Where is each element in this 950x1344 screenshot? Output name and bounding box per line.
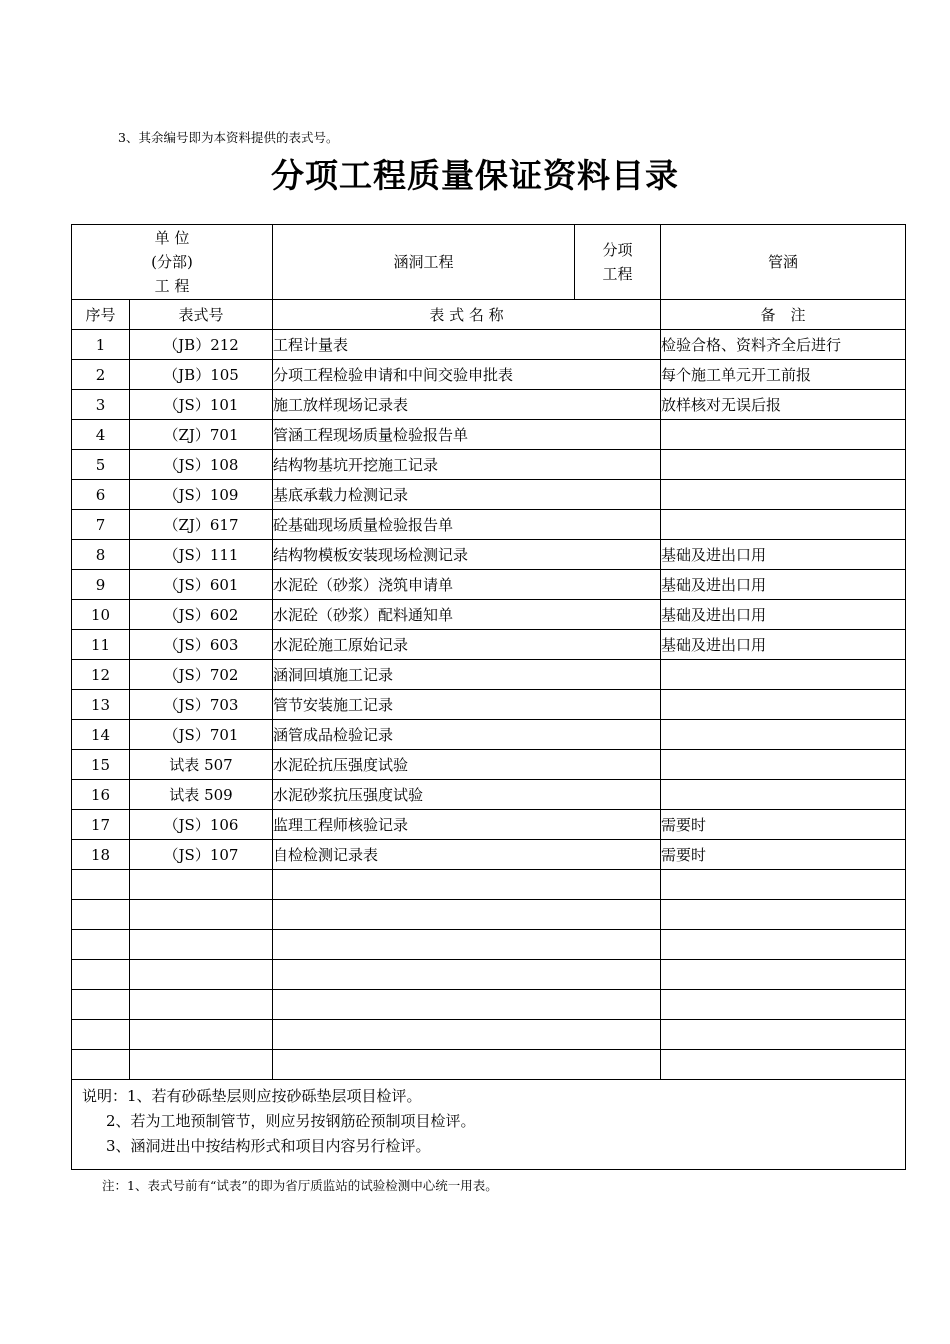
- table-row: [72, 810, 906, 840]
- top-note: 3、其余编号即为本资料提供的表式号。: [118, 130, 339, 145]
- row-name-cell: 监理工程师核验记录: [273, 810, 661, 840]
- table-row: [72, 330, 906, 360]
- table-row: [72, 390, 906, 420]
- empty-no-cell: [72, 1020, 130, 1050]
- row-no-cell: 1: [72, 330, 130, 360]
- table-row: [72, 510, 906, 540]
- row-no-cell: 12: [72, 660, 130, 690]
- row-no-cell: 8: [72, 540, 130, 570]
- table-row: [72, 480, 906, 510]
- row-no-cell: 17: [72, 810, 130, 840]
- sub-label-line2: 工程: [602, 265, 633, 283]
- row-code-cell: （JS）702: [130, 660, 273, 690]
- empty-code-cell: [130, 870, 273, 900]
- row-no-cell: 4: [72, 420, 130, 450]
- notes-cell: [72, 1080, 906, 1170]
- row-code-cell: （JS）109: [130, 480, 273, 510]
- row-no-cell: 5: [72, 450, 130, 480]
- empty-remark-cell: [661, 1020, 906, 1050]
- catalog-table-body: [72, 225, 906, 1170]
- table-row: [72, 570, 906, 600]
- table-row: [72, 780, 906, 810]
- row-code-cell: 试表 507: [130, 750, 273, 780]
- empty-row: [72, 1020, 906, 1050]
- note-line-1: 说明：1、若有砂砾垫层则应按砂砾垫层项目检评。: [82, 1087, 422, 1105]
- row-name-cell: 管节安装施工记录: [273, 690, 661, 720]
- row-name-cell: 基底承载力检测记录: [273, 480, 661, 510]
- row-name-cell: 施工放样现场记录表: [273, 390, 661, 420]
- page-title: 分项工程质量保证资料目录: [271, 156, 679, 195]
- row-code-cell: （JS）106: [130, 810, 273, 840]
- sub-label-cell: [575, 225, 661, 300]
- row-code-cell: （JS）602: [130, 600, 273, 630]
- row-remark-cell: [661, 750, 906, 780]
- sub-value-cell: 管涵: [661, 225, 906, 300]
- empty-remark-cell: [661, 960, 906, 990]
- row-remark-cell: 基础及进出口用: [661, 540, 906, 570]
- row-remark-cell: 每个施工单元开工前报: [661, 360, 906, 390]
- empty-remark-cell: [661, 990, 906, 1020]
- column-header-row: [72, 300, 906, 330]
- empty-no-cell: [72, 930, 130, 960]
- row-code-cell: （JS）703: [130, 690, 273, 720]
- row-code-cell: （ZJ）701: [130, 420, 273, 450]
- empty-name-cell: [273, 1050, 661, 1080]
- foot-note: 注：1、表式号前有“试表”的即为省厅质监站的试验检测中心统一用表。: [102, 1178, 498, 1193]
- unit-label-line3: 工 程: [154, 277, 190, 295]
- row-name-cell: 水泥砼（砂浆）浇筑申请单: [273, 570, 661, 600]
- row-name-cell: 结构物基坑开挖施工记录: [273, 450, 661, 480]
- row-no-cell: 16: [72, 780, 130, 810]
- empty-name-cell: [273, 900, 661, 930]
- row-no-cell: 9: [72, 570, 130, 600]
- row-name-cell: 水泥砂浆抗压强度试验: [273, 780, 661, 810]
- row-no-cell: 13: [72, 690, 130, 720]
- row-name-cell: 结构物模板安装现场检测记录: [273, 540, 661, 570]
- empty-row: [72, 930, 906, 960]
- empty-code-cell: [130, 990, 273, 1020]
- row-code-cell: （JS）603: [130, 630, 273, 660]
- row-remark-cell: [661, 510, 906, 540]
- row-remark-cell: 检验合格、资料齐全后进行: [661, 330, 906, 360]
- notes-row: [72, 1080, 906, 1170]
- col-header-no: 序号: [72, 300, 130, 330]
- row-remark-cell: 基础及进出口用: [661, 630, 906, 660]
- table-row: [72, 720, 906, 750]
- row-name-cell: 水泥砼施工原始记录: [273, 630, 661, 660]
- col-header-remark: 备 注: [661, 300, 906, 330]
- catalog-table: [71, 224, 906, 1170]
- row-no-cell: 3: [72, 390, 130, 420]
- unit-label-line1: 单 位: [154, 229, 190, 247]
- table-row: [72, 540, 906, 570]
- row-no-cell: 6: [72, 480, 130, 510]
- empty-no-cell: [72, 1050, 130, 1080]
- note-line-3: 3、涵洞进出中按结构形式和项目内容另行检评。: [106, 1137, 431, 1155]
- row-remark-cell: [661, 780, 906, 810]
- row-remark-cell: 基础及进出口用: [661, 600, 906, 630]
- empty-remark-cell: [661, 870, 906, 900]
- row-code-cell: （JB）212: [130, 330, 273, 360]
- empty-remark-cell: [661, 930, 906, 960]
- row-code-cell: （ZJ）617: [130, 510, 273, 540]
- table-row: [72, 600, 906, 630]
- col-header-code: 表式号: [130, 300, 273, 330]
- row-remark-cell: [661, 420, 906, 450]
- unit-value-cell: 涵洞工程: [273, 225, 575, 300]
- row-code-cell: （JB）105: [130, 360, 273, 390]
- row-code-cell: 试表 509: [130, 780, 273, 810]
- unit-label-line2: (分部): [151, 253, 193, 271]
- table-row: [72, 660, 906, 690]
- empty-no-cell: [72, 900, 130, 930]
- table-row: [72, 450, 906, 480]
- empty-code-cell: [130, 900, 273, 930]
- row-remark-cell: 需要时: [661, 810, 906, 840]
- row-remark-cell: [661, 450, 906, 480]
- row-name-cell: 砼基础现场质量检验报告单: [273, 510, 661, 540]
- empty-name-cell: [273, 960, 661, 990]
- empty-name-cell: [273, 930, 661, 960]
- row-code-cell: （JS）108: [130, 450, 273, 480]
- row-no-cell: 7: [72, 510, 130, 540]
- row-name-cell: 水泥砼抗压强度试验: [273, 750, 661, 780]
- table-row: [72, 750, 906, 780]
- row-no-cell: 10: [72, 600, 130, 630]
- row-name-cell: 管涵工程现场质量检验报告单: [273, 420, 661, 450]
- row-remark-cell: 需要时: [661, 840, 906, 870]
- row-code-cell: （JS）107: [130, 840, 273, 870]
- table-row: [72, 690, 906, 720]
- empty-code-cell: [130, 930, 273, 960]
- row-name-cell: 自检检测记录表: [273, 840, 661, 870]
- row-remark-cell: [661, 690, 906, 720]
- sub-label-line1: 分项: [602, 241, 633, 259]
- row-name-cell: 涵管成品检验记录: [273, 720, 661, 750]
- row-remark-cell: 放样核对无误后报: [661, 390, 906, 420]
- empty-remark-cell: [661, 900, 906, 930]
- empty-code-cell: [130, 1050, 273, 1080]
- empty-row: [72, 1050, 906, 1080]
- table-row: [72, 840, 906, 870]
- row-remark-cell: [661, 660, 906, 690]
- row-remark-cell: 基础及进出口用: [661, 570, 906, 600]
- empty-row: [72, 870, 906, 900]
- empty-no-cell: [72, 990, 130, 1020]
- empty-name-cell: [273, 990, 661, 1020]
- table-row: [72, 420, 906, 450]
- row-name-cell: 水泥砼（砂浆）配料通知单: [273, 600, 661, 630]
- row-remark-cell: [661, 480, 906, 510]
- table-row: [72, 360, 906, 390]
- empty-code-cell: [130, 960, 273, 990]
- col-header-name: 表 式 名 称: [273, 300, 661, 330]
- row-name-cell: 工程计量表: [273, 330, 661, 360]
- header-row-unit: [72, 225, 906, 300]
- empty-code-cell: [130, 1020, 273, 1050]
- row-code-cell: （JS）111: [130, 540, 273, 570]
- empty-row: [72, 990, 906, 1020]
- empty-row: [72, 900, 906, 930]
- row-code-cell: （JS）701: [130, 720, 273, 750]
- row-no-cell: 18: [72, 840, 130, 870]
- note-line-2: 2、若为工地预制管节，则应另按钢筋砼预制项目检评。: [106, 1112, 476, 1130]
- unit-label-cell: [72, 225, 273, 300]
- row-code-cell: （JS）101: [130, 390, 273, 420]
- row-no-cell: 15: [72, 750, 130, 780]
- row-name-cell: 涵洞回填施工记录: [273, 660, 661, 690]
- empty-name-cell: [273, 870, 661, 900]
- row-name-cell: 分项工程检验申请和中间交验申批表: [273, 360, 661, 390]
- row-no-cell: 11: [72, 630, 130, 660]
- empty-row: [72, 960, 906, 990]
- row-no-cell: 2: [72, 360, 130, 390]
- empty-name-cell: [273, 1020, 661, 1050]
- row-remark-cell: [661, 720, 906, 750]
- row-code-cell: （JS）601: [130, 570, 273, 600]
- empty-remark-cell: [661, 1050, 906, 1080]
- empty-no-cell: [72, 870, 130, 900]
- row-no-cell: 14: [72, 720, 130, 750]
- empty-no-cell: [72, 960, 130, 990]
- table-row: [72, 630, 906, 660]
